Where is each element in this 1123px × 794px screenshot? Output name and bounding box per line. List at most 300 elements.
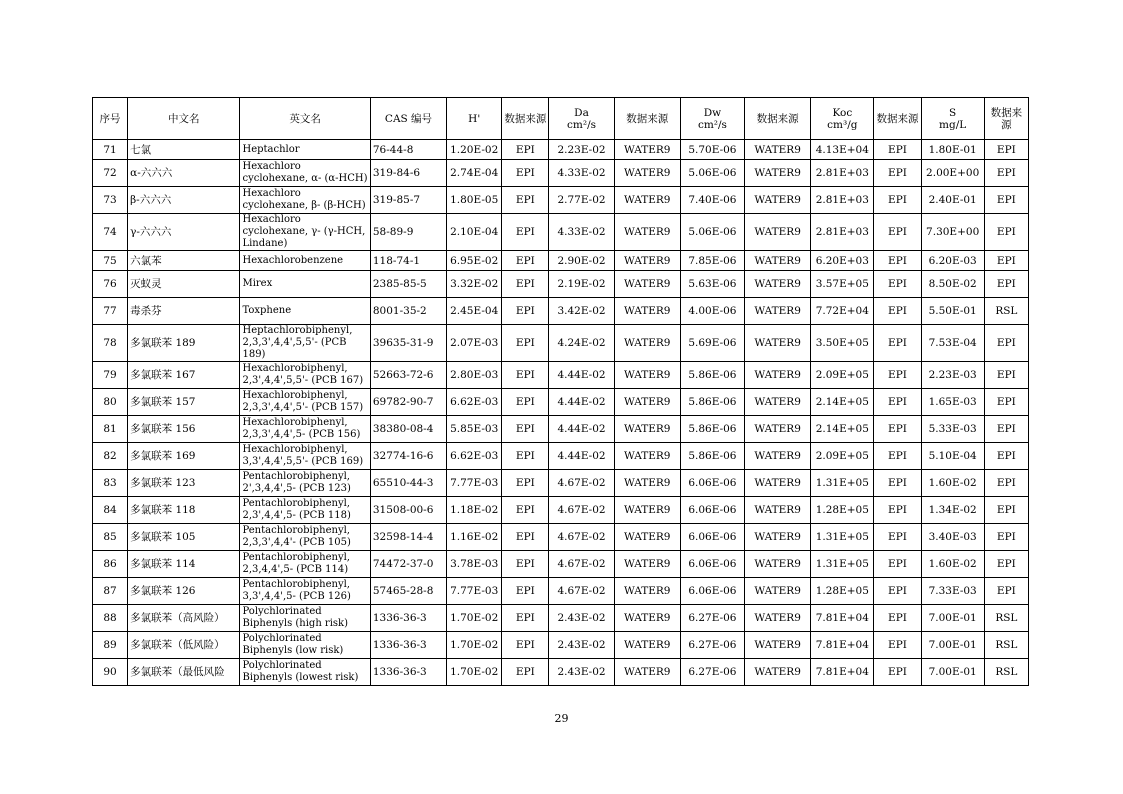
cell-cas: 32598-14-4 (370, 524, 446, 551)
cell-source-1: EPI (502, 578, 549, 605)
cell-no: 89 (93, 632, 128, 659)
header-row (93, 98, 1029, 140)
cell-s: 2.23E-03 (921, 362, 984, 389)
cell-source-1: EPI (502, 214, 549, 251)
cell-no: 75 (93, 251, 128, 271)
cell-da: 3.42E-02 (549, 298, 614, 325)
cell-s: 6.20E-03 (921, 251, 984, 271)
cell-source-1: EPI (502, 416, 549, 443)
cell-source-2: WATER9 (614, 659, 680, 686)
table-row (93, 632, 1029, 659)
cell-english-name: Polychlorinated Biphenyls (low risk) (240, 632, 370, 659)
cell-h: 1.70E-02 (447, 605, 502, 632)
cell-koc: 2.14E+05 (811, 416, 874, 443)
cell-cas: 8001-35-2 (370, 298, 446, 325)
cell-english-name: Toxphene (240, 298, 370, 325)
cell-cas: 2385-85-5 (370, 271, 446, 298)
cell-source-5: EPI (984, 416, 1028, 443)
cell-source-4: EPI (874, 271, 921, 298)
cell-cas: 69782-90-7 (370, 389, 446, 416)
cell-source-1: EPI (502, 632, 549, 659)
cell-no: 85 (93, 524, 128, 551)
header-da-unit: cm²/s (567, 118, 597, 131)
cell-source-1: EPI (502, 524, 549, 551)
cell-source-3: WATER9 (745, 551, 811, 578)
cell-h: 1.20E-02 (447, 140, 502, 160)
cell-source-5: EPI (984, 187, 1028, 214)
table-row (93, 140, 1029, 160)
cell-english-name: Pentachlorobiphenyl, 2,3',4,4',5- (PCB 118) (240, 497, 370, 524)
cell-da: 2.77E-02 (549, 187, 614, 214)
cell-cas: 57465-28-8 (370, 578, 446, 605)
cell-source-2: WATER9 (614, 416, 680, 443)
cell-source-4: EPI (874, 251, 921, 271)
cell-source-2: WATER9 (614, 605, 680, 632)
cell-s: 1.60E-02 (921, 551, 984, 578)
cell-dw: 5.86E-06 (680, 416, 744, 443)
cell-da: 4.67E-02 (549, 470, 614, 497)
cell-source-1: EPI (502, 443, 549, 470)
cell-english-name: Hexachloro cyclohexane, α- (α-HCH) (240, 160, 370, 187)
header-da (549, 98, 614, 140)
cell-da: 4.67E-02 (549, 497, 614, 524)
cell-no: 77 (93, 298, 128, 325)
cell-source-4: EPI (874, 362, 921, 389)
table-row (93, 524, 1029, 551)
table-row (93, 214, 1029, 251)
header-da-label: Da (574, 106, 589, 119)
cell-cas: 65510-44-3 (370, 470, 446, 497)
cell-chinese-name: α-六六六 (128, 160, 240, 187)
cell-chinese-name: 多氯联苯 157 (128, 389, 240, 416)
cell-s: 8.50E-02 (921, 271, 984, 298)
header-koc-unit: cm³/g (827, 118, 858, 131)
cell-source-3: WATER9 (745, 160, 811, 187)
cell-english-name: Pentachlorobiphenyl, 2',3,4,4',5- (PCB 123) (240, 470, 370, 497)
cell-source-2: WATER9 (614, 325, 680, 362)
cell-dw: 5.86E-06 (680, 389, 744, 416)
cell-koc: 2.81E+03 (811, 160, 874, 187)
cell-cas: 58-89-9 (370, 214, 446, 251)
cell-koc: 1.31E+05 (811, 551, 874, 578)
cell-source-4: EPI (874, 470, 921, 497)
cell-dw: 7.85E-06 (680, 251, 744, 271)
header-s-label: S (949, 106, 957, 119)
cell-s: 1.60E-02 (921, 470, 984, 497)
cell-source-3: WATER9 (745, 271, 811, 298)
cell-s: 7.30E+00 (921, 214, 984, 251)
cell-source-5: EPI (984, 251, 1028, 271)
cell-dw: 6.06E-06 (680, 497, 744, 524)
cell-da: 4.67E-02 (549, 551, 614, 578)
cell-cas: 39635-31-9 (370, 325, 446, 362)
cell-source-1: EPI (502, 251, 549, 271)
cell-chinese-name: 多氯联苯 123 (128, 470, 240, 497)
cell-source-3: WATER9 (745, 605, 811, 632)
header-dw-unit: cm²/s (697, 118, 727, 131)
header-chinese-name: 中文名 (128, 98, 240, 140)
cell-dw: 6.06E-06 (680, 524, 744, 551)
cell-h: 1.16E-02 (447, 524, 502, 551)
cell-dw: 7.40E-06 (680, 187, 744, 214)
table-row (93, 160, 1029, 187)
cell-da: 2.43E-02 (549, 605, 614, 632)
cell-english-name: Hexachlorobiphenyl, 2,3,3',4,4',5'- (PCB 157) (240, 389, 370, 416)
header-s (921, 98, 984, 140)
header-koc-label: Koc (832, 106, 853, 119)
cell-koc: 7.81E+04 (811, 659, 874, 686)
cell-koc: 7.81E+04 (811, 605, 874, 632)
cell-source-1: EPI (502, 470, 549, 497)
cell-dw: 6.06E-06 (680, 578, 744, 605)
cell-source-1: EPI (502, 389, 549, 416)
cell-cas: 52663-72-6 (370, 362, 446, 389)
cell-da: 4.44E-02 (549, 443, 614, 470)
header-no: 序号 (93, 98, 128, 140)
header-koc (811, 98, 874, 140)
cell-h: 2.07E-03 (447, 325, 502, 362)
cell-english-name: Hexachlorobiphenyl, 3,3',4,4',5,5'- (PCB 169) (240, 443, 370, 470)
cell-koc: 6.20E+03 (811, 251, 874, 271)
cell-source-4: EPI (874, 389, 921, 416)
cell-no: 72 (93, 160, 128, 187)
header-source-1: 数据来源 (502, 98, 549, 140)
cell-no: 79 (93, 362, 128, 389)
cell-s: 7.00E-01 (921, 605, 984, 632)
cell-no: 84 (93, 497, 128, 524)
cell-s: 1.65E-03 (921, 389, 984, 416)
cell-source-2: WATER9 (614, 271, 680, 298)
cell-dw: 5.06E-06 (680, 214, 744, 251)
cell-source-3: WATER9 (745, 362, 811, 389)
cell-koc: 7.81E+04 (811, 632, 874, 659)
cell-source-2: WATER9 (614, 251, 680, 271)
cell-no: 87 (93, 578, 128, 605)
cell-chinese-name: 多氯联苯 118 (128, 497, 240, 524)
cell-koc: 2.81E+03 (811, 187, 874, 214)
cell-da: 2.23E-02 (549, 140, 614, 160)
cell-source-2: WATER9 (614, 140, 680, 160)
cell-source-4: EPI (874, 659, 921, 686)
cell-h: 7.77E-03 (447, 578, 502, 605)
cell-source-3: WATER9 (745, 214, 811, 251)
cell-da: 4.33E-02 (549, 214, 614, 251)
cell-source-3: WATER9 (745, 659, 811, 686)
cell-h: 1.70E-02 (447, 659, 502, 686)
cell-chinese-name: 多氯联苯 105 (128, 524, 240, 551)
cell-source-1: EPI (502, 605, 549, 632)
cell-h: 7.77E-03 (447, 470, 502, 497)
cell-source-5: EPI (984, 160, 1028, 187)
cell-h: 6.62E-03 (447, 389, 502, 416)
cell-dw: 5.06E-06 (680, 160, 744, 187)
cell-source-3: WATER9 (745, 298, 811, 325)
table-row (93, 443, 1029, 470)
cell-source-5: EPI (984, 389, 1028, 416)
table-row (93, 251, 1029, 271)
cell-source-4: EPI (874, 187, 921, 214)
cell-chinese-name: 多氯联苯 167 (128, 362, 240, 389)
cell-cas: 1336-36-3 (370, 632, 446, 659)
cell-no: 88 (93, 605, 128, 632)
cell-da: 4.44E-02 (549, 362, 614, 389)
cell-chinese-name: 毒杀芬 (128, 298, 240, 325)
cell-s: 2.00E+00 (921, 160, 984, 187)
chemical-properties-table (92, 97, 1029, 686)
table-row (93, 416, 1029, 443)
cell-source-3: WATER9 (745, 632, 811, 659)
header-source-4: 数据来源 (874, 98, 921, 140)
cell-s: 7.00E-01 (921, 632, 984, 659)
cell-s: 5.33E-03 (921, 416, 984, 443)
cell-source-5: RSL (984, 632, 1028, 659)
cell-koc: 1.31E+05 (811, 470, 874, 497)
cell-source-3: WATER9 (745, 325, 811, 362)
cell-cas: 319-84-6 (370, 160, 446, 187)
table-row (93, 605, 1029, 632)
cell-source-4: EPI (874, 416, 921, 443)
cell-source-3: WATER9 (745, 443, 811, 470)
cell-source-2: WATER9 (614, 187, 680, 214)
cell-source-4: EPI (874, 497, 921, 524)
cell-chinese-name: γ-六六六 (128, 214, 240, 251)
header-english-name: 英文名 (240, 98, 370, 140)
cell-source-3: WATER9 (745, 578, 811, 605)
cell-no: 78 (93, 325, 128, 362)
cell-h: 6.62E-03 (447, 443, 502, 470)
table-row (93, 497, 1029, 524)
table-row (93, 659, 1029, 686)
cell-english-name: Hexachlorobiphenyl, 2,3,3',4,4',5- (PCB 156) (240, 416, 370, 443)
cell-dw: 6.06E-06 (680, 470, 744, 497)
cell-koc: 3.57E+05 (811, 271, 874, 298)
table-row (93, 578, 1029, 605)
cell-source-3: WATER9 (745, 416, 811, 443)
cell-h: 6.95E-02 (447, 251, 502, 271)
cell-koc: 2.09E+05 (811, 362, 874, 389)
cell-chinese-name: 六氯苯 (128, 251, 240, 271)
cell-english-name: Mirex (240, 271, 370, 298)
cell-source-2: WATER9 (614, 497, 680, 524)
cell-da: 4.24E-02 (549, 325, 614, 362)
cell-chinese-name: 多氯联苯 126 (128, 578, 240, 605)
cell-english-name: Hexachloro cyclohexane, β- (β-HCH) (240, 187, 370, 214)
cell-source-1: EPI (502, 497, 549, 524)
cell-koc: 1.31E+05 (811, 524, 874, 551)
cell-source-1: EPI (502, 298, 549, 325)
cell-h: 1.70E-02 (447, 632, 502, 659)
cell-koc: 2.09E+05 (811, 443, 874, 470)
cell-source-4: EPI (874, 160, 921, 187)
table-row (93, 470, 1029, 497)
cell-no: 81 (93, 416, 128, 443)
cell-source-5: EPI (984, 325, 1028, 362)
cell-source-2: WATER9 (614, 443, 680, 470)
header-source-3: 数据来源 (745, 98, 811, 140)
cell-chinese-name: 多氯联苯（高风险） (128, 605, 240, 632)
cell-da: 4.67E-02 (549, 524, 614, 551)
cell-source-3: WATER9 (745, 524, 811, 551)
cell-source-1: EPI (502, 271, 549, 298)
cell-source-2: WATER9 (614, 160, 680, 187)
cell-s: 7.00E-01 (921, 659, 984, 686)
cell-koc: 4.13E+04 (811, 140, 874, 160)
cell-da: 4.67E-02 (549, 578, 614, 605)
cell-no: 80 (93, 389, 128, 416)
cell-koc: 7.72E+04 (811, 298, 874, 325)
cell-dw: 6.27E-06 (680, 659, 744, 686)
cell-cas: 38380-08-4 (370, 416, 446, 443)
cell-source-4: EPI (874, 140, 921, 160)
cell-h: 3.78E-03 (447, 551, 502, 578)
cell-source-4: EPI (874, 578, 921, 605)
cell-s: 7.33E-03 (921, 578, 984, 605)
cell-no: 86 (93, 551, 128, 578)
cell-english-name: Hexachlorobenzene (240, 251, 370, 271)
cell-cas: 31508-00-6 (370, 497, 446, 524)
cell-chinese-name: 多氯联苯 156 (128, 416, 240, 443)
cell-source-5: EPI (984, 497, 1028, 524)
cell-english-name: Heptachlorobiphenyl, 2,3,3',4,4',5,5'- (PCB 189) (240, 325, 370, 362)
cell-dw: 5.63E-06 (680, 271, 744, 298)
cell-chinese-name: 多氯联苯 114 (128, 551, 240, 578)
cell-h: 2.45E-04 (447, 298, 502, 325)
cell-english-name: Pentachlorobiphenyl, 2,3,3',4,4'- (PCB 105) (240, 524, 370, 551)
cell-english-name: Hexachlorobiphenyl, 2,3',4,4',5,5'- (PCB 167) (240, 362, 370, 389)
cell-source-1: EPI (502, 160, 549, 187)
cell-source-5: RSL (984, 298, 1028, 325)
cell-english-name: Pentachlorobiphenyl, 2,3,4,4',5- (PCB 114) (240, 551, 370, 578)
cell-source-2: WATER9 (614, 470, 680, 497)
cell-source-3: WATER9 (745, 251, 811, 271)
cell-da: 4.33E-02 (549, 160, 614, 187)
cell-no: 74 (93, 214, 128, 251)
header-source-2: 数据来源 (614, 98, 680, 140)
cell-h: 2.74E-04 (447, 160, 502, 187)
cell-source-5: EPI (984, 214, 1028, 251)
cell-english-name: Polychlorinated Biphenyls (lowest risk) (240, 659, 370, 686)
cell-source-1: EPI (502, 140, 549, 160)
cell-no: 83 (93, 470, 128, 497)
cell-source-3: WATER9 (745, 470, 811, 497)
cell-source-5: EPI (984, 578, 1028, 605)
cell-source-1: EPI (502, 325, 549, 362)
header-dw (680, 98, 744, 140)
cell-da: 4.44E-02 (549, 389, 614, 416)
header-h: H' (447, 98, 502, 140)
table-body (93, 140, 1029, 686)
table-row (93, 187, 1029, 214)
cell-chinese-name: 多氯联苯 169 (128, 443, 240, 470)
cell-source-5: RSL (984, 605, 1028, 632)
cell-source-1: EPI (502, 659, 549, 686)
table-row (93, 362, 1029, 389)
table-row (93, 551, 1029, 578)
cell-cas: 76-44-8 (370, 140, 446, 160)
cell-dw: 5.69E-06 (680, 325, 744, 362)
cell-h: 3.32E-02 (447, 271, 502, 298)
cell-cas: 32774-16-6 (370, 443, 446, 470)
cell-source-3: WATER9 (745, 497, 811, 524)
cell-source-3: WATER9 (745, 187, 811, 214)
cell-source-5: EPI (984, 362, 1028, 389)
cell-source-4: EPI (874, 551, 921, 578)
cell-chinese-name: 灭蚁灵 (128, 271, 240, 298)
cell-source-2: WATER9 (614, 551, 680, 578)
cell-dw: 6.27E-06 (680, 632, 744, 659)
table-row (93, 389, 1029, 416)
cell-source-1: EPI (502, 362, 549, 389)
cell-da: 2.19E-02 (549, 271, 614, 298)
cell-dw: 6.06E-06 (680, 551, 744, 578)
cell-dw: 5.70E-06 (680, 140, 744, 160)
cell-source-5: EPI (984, 443, 1028, 470)
cell-chinese-name: 多氯联苯（最低风险 (128, 659, 240, 686)
cell-source-4: EPI (874, 605, 921, 632)
cell-da: 2.43E-02 (549, 632, 614, 659)
cell-source-4: EPI (874, 298, 921, 325)
cell-cas: 1336-36-3 (370, 659, 446, 686)
cell-h: 5.85E-03 (447, 416, 502, 443)
cell-s: 2.40E-01 (921, 187, 984, 214)
cell-cas: 319-85-7 (370, 187, 446, 214)
cell-source-4: EPI (874, 524, 921, 551)
cell-koc: 2.81E+03 (811, 214, 874, 251)
cell-koc: 2.14E+05 (811, 389, 874, 416)
cell-source-3: WATER9 (745, 140, 811, 160)
cell-source-4: EPI (874, 632, 921, 659)
cell-english-name: Pentachlorobiphenyl, 3,3',4,4',5- (PCB 126) (240, 578, 370, 605)
table-row (93, 271, 1029, 298)
cell-english-name: Polychlorinated Biphenyls (high risk) (240, 605, 370, 632)
cell-da: 4.44E-02 (549, 416, 614, 443)
table-row (93, 325, 1029, 362)
table-row (93, 298, 1029, 325)
cell-koc: 3.50E+05 (811, 325, 874, 362)
cell-source-2: WATER9 (614, 389, 680, 416)
cell-chinese-name: 多氯联苯 189 (128, 325, 240, 362)
cell-cas: 74472-37-0 (370, 551, 446, 578)
cell-h: 2.10E-04 (447, 214, 502, 251)
cell-source-5: EPI (984, 140, 1028, 160)
cell-da: 2.90E-02 (549, 251, 614, 271)
cell-source-5: EPI (984, 271, 1028, 298)
page-number: 29 (554, 712, 569, 725)
cell-dw: 6.27E-06 (680, 605, 744, 632)
cell-h: 1.80E-05 (447, 187, 502, 214)
cell-no: 82 (93, 443, 128, 470)
cell-no: 76 (93, 271, 128, 298)
cell-source-4: EPI (874, 443, 921, 470)
cell-source-5: RSL (984, 659, 1028, 686)
cell-source-4: EPI (874, 214, 921, 251)
cell-chinese-name: β-六六六 (128, 187, 240, 214)
cell-source-2: WATER9 (614, 362, 680, 389)
cell-koc: 1.28E+05 (811, 578, 874, 605)
cell-source-1: EPI (502, 551, 549, 578)
cell-s: 1.80E-01 (921, 140, 984, 160)
cell-dw: 5.86E-06 (680, 443, 744, 470)
header-cas: CAS 编号 (370, 98, 446, 140)
cell-source-2: WATER9 (614, 524, 680, 551)
cell-s: 3.40E-03 (921, 524, 984, 551)
cell-source-5: EPI (984, 551, 1028, 578)
cell-no: 71 (93, 140, 128, 160)
cell-english-name: Heptachlor (240, 140, 370, 160)
cell-s: 1.34E-02 (921, 497, 984, 524)
cell-dw: 5.86E-06 (680, 362, 744, 389)
cell-source-2: WATER9 (614, 632, 680, 659)
